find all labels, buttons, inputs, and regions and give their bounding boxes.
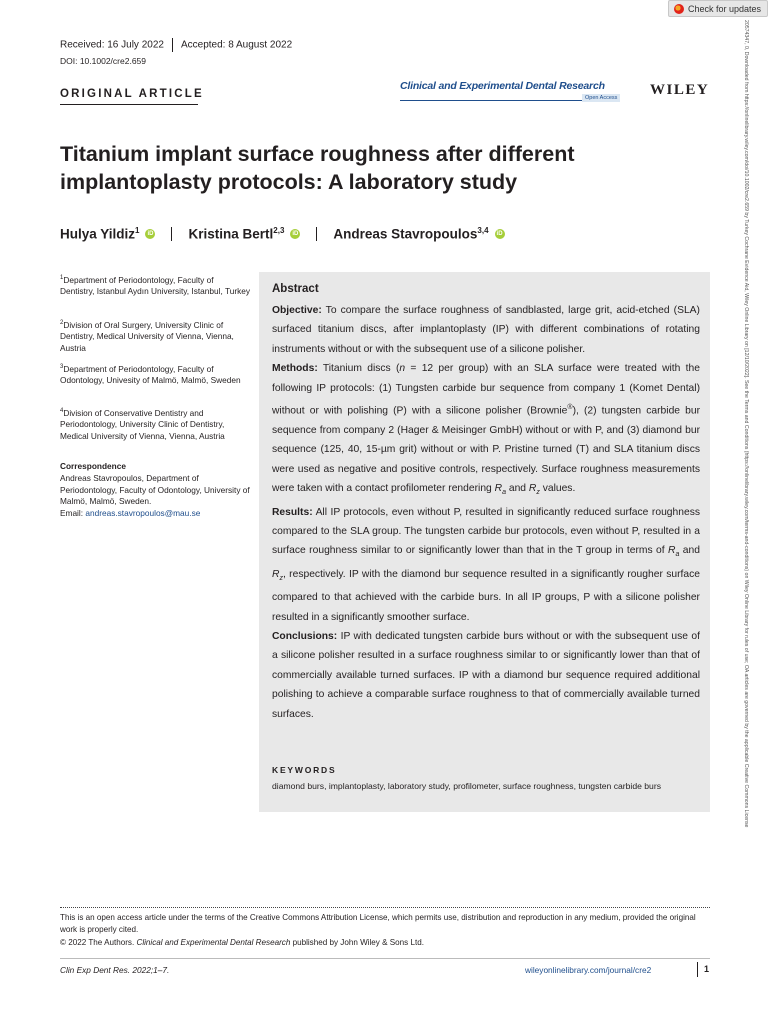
journal-rule xyxy=(400,100,608,101)
download-side-note: 20574347, 0, Downloaded from https://onlinelibrary.wiley.com/doi/10.1002/cre2.659 by Turkey Cochrane Evidence Aid, Wiley Online Library on [12/10/2022]. See the Terms and Conditions (https://onlinelibrary.wiley.com/terms-and-conditions) on Wiley Online Library for rules of use; OA articles are governed by the applicable Creative Commons License xyxy=(743,20,749,828)
affiliation-3: $^3$Department of Periodontology, Faculty of Odontology, Univesity of Malmö, Malmö, Sweden xyxy=(60,363,241,386)
received-date: Received: 16 July 2022 xyxy=(60,39,164,51)
author-2: Kristina Bertl$^{2,3}$ xyxy=(188,226,285,242)
doi: DOI: 10.1002/cre2.659 xyxy=(60,56,147,66)
keywords-list: diamond burs, implantoplasty, laboratory study, profilometer, surface roughness, tungsten carbide burs xyxy=(272,781,661,791)
article-type-rule xyxy=(60,104,198,105)
license-divider xyxy=(60,907,710,908)
author-separator xyxy=(171,227,172,241)
journal-name: Clinical and Experimental Dental Research xyxy=(400,80,605,92)
page-separator xyxy=(697,962,698,977)
open-access-badge: Open Access xyxy=(582,94,620,102)
publisher-logo: WILEY xyxy=(650,82,710,98)
orcid-icon[interactable]: iD xyxy=(292,230,299,237)
affiliation-4: $^4$Division of Conservative Dentistry and Periodontology, University Clinic of Dentistry, Medical University of Vienna, Vienna, Austria xyxy=(60,407,225,441)
correspondence-text: Andreas Stavropoulos, Department of Periodontology, Faculty of Odontology, University of Malmö, Malmö, Sweden. Email: andreas.stavropoulos@mau.se xyxy=(60,473,250,518)
crossmark-icon xyxy=(674,4,684,14)
page-number: 1 xyxy=(704,964,710,974)
date-separator xyxy=(172,38,173,52)
article-title: Titanium implant surface roughness after different implantoplasty protocols: A laboratory study xyxy=(60,142,575,194)
author-3: Andreas Stavropoulos$^{3,4}$ xyxy=(333,226,489,242)
journal-url-link[interactable]: wileyonlinelibrary.com/journal/cre2 xyxy=(525,965,652,975)
affiliation-2: $^2$Division of Oral Surgery, University Clinic of Dentistry, Medical University of Vienna, Vienna, Austria xyxy=(60,319,234,353)
abstract-heading: Abstract xyxy=(272,283,319,295)
affiliation-1: $^1$Department of Periodontology, Faculty of Dentistry, Istanbul Aydın University, Istanbul, Turkey xyxy=(60,274,250,297)
author-list xyxy=(60,226,505,242)
article-type: ORIGINAL ARTICLE xyxy=(60,88,204,100)
orcid-icon[interactable]: iD xyxy=(496,230,503,237)
check-for-updates-button[interactable] xyxy=(668,0,768,17)
author-separator xyxy=(316,227,317,241)
accepted-date: Accepted: 8 August 2022 xyxy=(180,39,293,51)
orcid-icon[interactable]: iD xyxy=(147,230,154,237)
footer-divider xyxy=(60,958,710,959)
citation: Clin Exp Dent Res. 2022;1–7. xyxy=(60,965,170,975)
abstract-objective: Objective: To compare the surface roughness of sandblasted, large grit, acid-etched (SLA) surfaced titanium discs, after implantoplasty (IP) with different combinations of rotating instruments without or with the subsequent use of a silicone polisher. xyxy=(272,305,700,355)
correspondence-email-link[interactable]: andreas.stavropoulos@mau.se xyxy=(85,507,201,518)
license-notice: This is an open access article under the terms of the Creative Commons Attribution License, which permits use, distribution and reproduction in any medium, provided the original work is properly cited. © 2022 The Authors. Clinical and Experimental Dental Research published by John Wiley & Sons Ltd. xyxy=(60,913,696,947)
abstract-conclusions: Conclusions: IP with dedicated tungsten carbide burs without or with the subsequent use of a silicone polisher resulted in a surface roughness similar to or significantly lower than that of commercially available turned surfaces. IP with a diamond bur sequence required additional polishing to achieve a comparable surface roughness to that of commercially available turned surfaces. xyxy=(272,631,700,720)
abstract-methods: Methods: Titanium discs (n = 12 per group) with an SLA surface were treated with the following IP protocols: (1) Tungsten carbide bur sequence from company 1 (Komet Dental) without or with polishing (P) with a silicone polisher (Brownie®), (2) tungsten carbide bur sequence from company 2 (Hager & Meisinger GmbH) without or with P, and (3) diamond bur sequence (125, 40, 15-µm grit) without or with P. Pristine turned (T) and SLA titanium discs were used as negative and positive controls, respectively. Surface roughness measurements were taken with a contact profilometer rendering $R_a$ and $R_z$ values. xyxy=(272,363,700,497)
abstract-results: Results: All IP protocols, even without P, resulted in significantly reduced surface roughness compared to the SLA group. The tungsten carbide bur protocols, even without P, resulted in a surface roughness similar to or significantly lower than that in the T group in terms of $R_a$ and $R_z$, respectively. IP with the diamond bur sequence resulted in a significantly rougher surface compared to that achieved with the carbide burs. In all IP groups, P with a silicone polisher resulted in a significantly smoother surface. xyxy=(272,506,700,623)
correspondence-heading: Correspondence xyxy=(60,461,126,471)
article-dates xyxy=(60,38,292,52)
author-1: Hulya Yildiz$^1$ xyxy=(60,226,140,242)
abstract-body xyxy=(272,301,700,724)
keywords-heading: KEYWORDS xyxy=(272,765,337,775)
check-for-updates-label: Check for updates xyxy=(688,3,762,14)
